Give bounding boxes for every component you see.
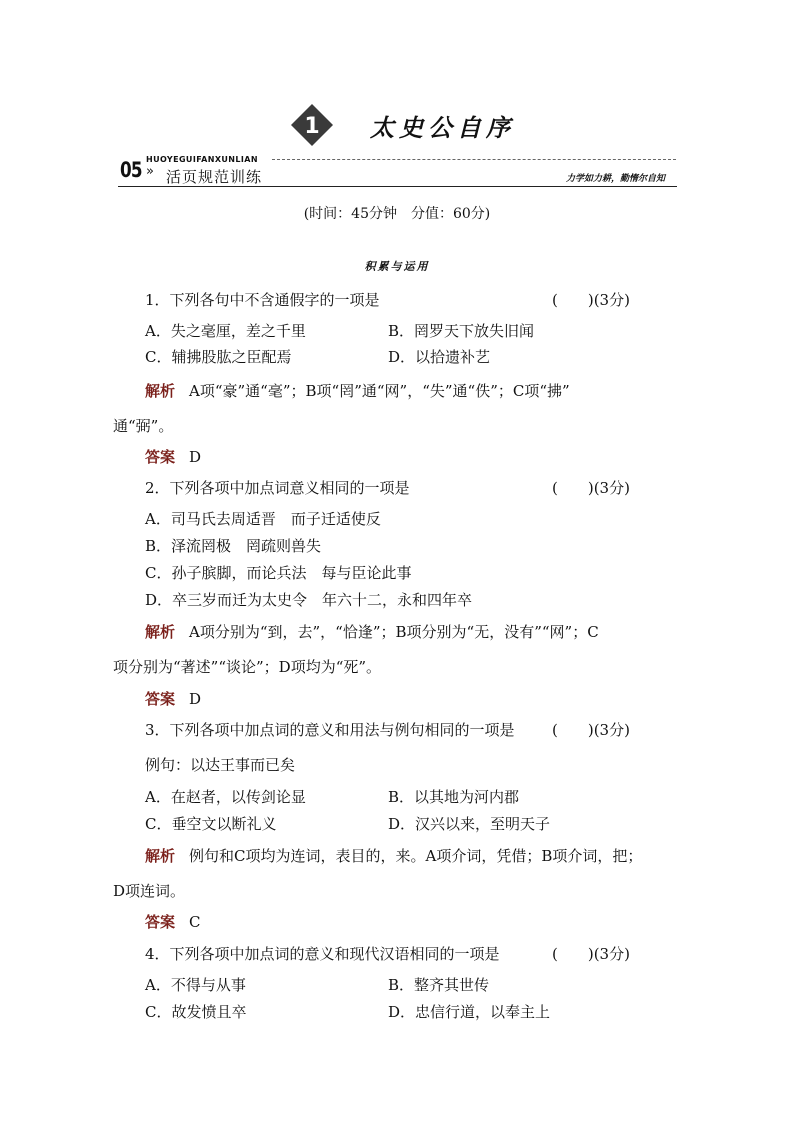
explanation-label: 解析 [145, 623, 176, 641]
explanation-label: 解析 [145, 847, 176, 865]
q3-explanation-line-1: 例句和C项均为连词，表目的，来。A项介词，凭借；B项介词，把； [189, 847, 643, 865]
q2-explanation-line-1: A项分别为“到，去”，“恰逢”；B项分别为“无，没有”“网”；C [189, 623, 599, 641]
q3-option-d: D．汉兴以来，至明天子 [388, 815, 551, 833]
q1-option-b: B．罔罗天下放失旧闻 [388, 322, 535, 340]
q4-option-c: C．故发愤且卒 [145, 1003, 247, 1021]
q2-explanation [145, 621, 599, 642]
q3-example: 例句：以达王事而已矣 [145, 756, 296, 774]
q1-explanation-line-2: 通“弼”。 [113, 417, 174, 435]
q3-option-b: B．以其地为河内郡 [388, 788, 520, 806]
q2-option-a: A．司马氏去周适晋 而子迁适使反 [145, 510, 381, 528]
question-3-score: ( )(3分) [552, 721, 630, 739]
unit-pinyin: HUOYEGUIFANXUNLIAN [146, 155, 258, 164]
question-1-score: ( )(3分) [552, 291, 630, 309]
q4-option-a: A．不得与从事 [145, 976, 246, 994]
q2-option-c: C．孙子膑脚，而论兵法 每与臣论此事 [145, 564, 412, 582]
q4-option-b: B．整齐其世传 [388, 976, 490, 994]
q2-answer-value: D [189, 690, 202, 708]
q1-answer-value: D [189, 448, 202, 466]
q3-answer-value: C [189, 913, 201, 931]
q3-option-c: C．垂空文以断礼义 [145, 815, 277, 833]
answer-label: 答案 [145, 913, 176, 931]
q1-option-c: C．辅拂股肱之臣配焉 [145, 348, 292, 366]
header-rule [118, 186, 677, 187]
q1-explanation-line-1: A项“豪”通“毫”；B项“罔”通“网”，“失”通“佚”；C项“拂” [189, 382, 570, 400]
answer-label: 答案 [145, 690, 176, 708]
time-score-info: (时间：45分钟 分值：60分) [303, 206, 491, 222]
question-3-stem: 3．下列各项中加点词的意义和用法与例句相同的一项是 [145, 721, 515, 739]
q2-explanation-line-2: 项分别为“著述”“谈论”；D项均为“死”。 [113, 658, 382, 676]
q3-explanation [145, 845, 642, 866]
unit-code: 05 [120, 158, 142, 182]
question-2-score: ( )(3分) [552, 479, 630, 497]
q3-answer [145, 911, 201, 932]
lesson-number: 1 [304, 114, 320, 139]
q1-option-d: D．以拾遗补艺 [388, 348, 491, 366]
answer-label: 答案 [145, 448, 176, 466]
explanation-label: 解析 [145, 382, 176, 400]
q3-explanation-line-2: D项连词。 [113, 882, 186, 900]
section-title: 积累与运用 [364, 260, 430, 273]
question-1-stem: 1．下列各句中不含通假字的一项是 [145, 291, 380, 309]
lesson-title: 太史公自序 [370, 113, 515, 142]
q2-option-b: B．泽流罔极 罔疏则兽失 [145, 537, 322, 555]
q2-answer [145, 688, 201, 709]
q2-option-d: D．卒三岁而迁为太史令 年六十二，永和四年卒 [145, 591, 473, 609]
question-2-stem: 2．下列各项中加点词意义相同的一项是 [145, 479, 410, 497]
section-name: 活页规范训练 [166, 168, 263, 186]
question-4-score: ( )(3分) [552, 945, 630, 963]
q4-option-d: D．忠信行道，以奉主上 [388, 1003, 551, 1021]
q3-option-a: A．在赵者，以传剑论显 [145, 788, 306, 806]
header-motto: 力学如力耕，勤惰尔自知 [566, 174, 666, 184]
lesson-number-badge [290, 103, 334, 147]
question-4-stem: 4．下列各项中加点词的意义和现代汉语相同的一项是 [145, 945, 500, 963]
q1-explanation [145, 380, 570, 401]
header-dotted-line [272, 159, 676, 160]
q1-answer [145, 446, 201, 467]
q1-option-a: A．失之毫厘，差之千里 [145, 322, 306, 340]
chevron-right-icon: » [146, 164, 154, 179]
